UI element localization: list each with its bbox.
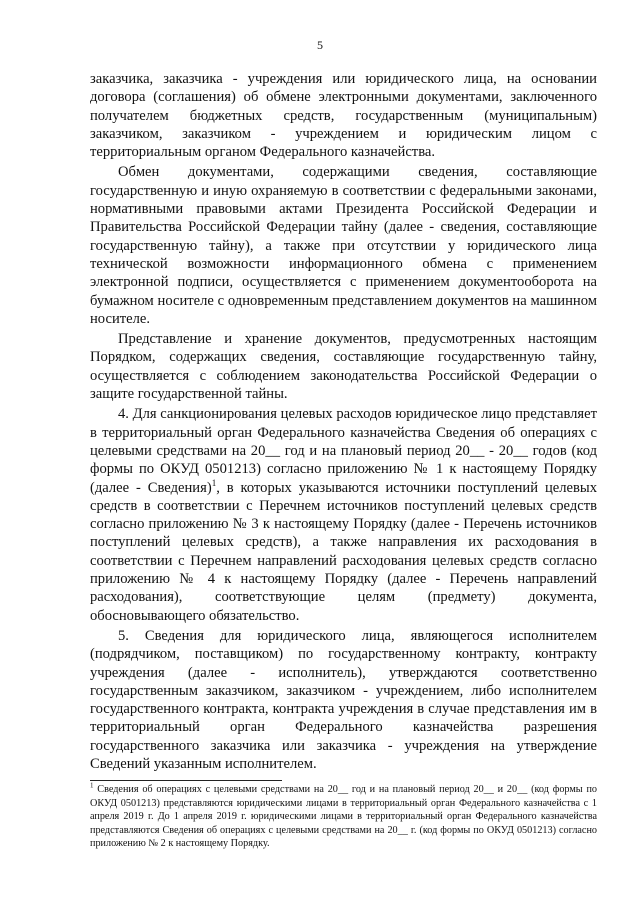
footnote-mark: 1: [90, 781, 94, 790]
paragraph-storage: Представление и хранение документов, предусмотренных настоящим Порядком, содержащих сведения, составляющие государственную тайну, осуществляется с соблюдением законодательства Российской Федерации о защите государственной тайны.: [90, 331, 597, 403]
paragraph-classified-exchange: Обмен документами, содержащими сведения, составляющие государственную и иную охраняемую в соответствии с федеральными законами, нормативными правовыми актами Президента Российской Федерации и Правительства Российской Федерации тайну (далее - сведения, составляющие государственную тайну), а также при отсутствии у юридического лица технической возможности информационного обмена с применением электронной подписи, осуществляется с применением документооборота на бумажном носителе с одновременным представлением документов на машинном носителе.: [90, 164, 597, 327]
document-body: [90, 70, 597, 775]
footnote-reference-mark[interactable]: 1: [211, 477, 217, 488]
footnote: [90, 783, 597, 851]
paragraph-item-5: 5. Сведения для юридического лица, являющегося исполнителем (подрядчиком, поставщиком) по государственному контракту, контракту учреждения (далее - исполнитель), утверждаются соответственно государственным заказчиком, заказчиком - учреждением, либо исполнителем государственного контракта, контракта учреждения в случае представления им в территориальный орган Федерального казначейства разрешения государственного заказчика или заказчика - учреждения на утверждение Сведений указанным исполнителем.: [90, 627, 597, 772]
page-number: 5: [317, 38, 323, 52]
paragraph-item-4-part-1: 4. Для санкционирования целевых расходов юридическое лицо представляет в территориальный орган Федерального казначейства Сведения об операциях с целевыми средствами на 20__ год и на плановый период 20__ - 20__ годов (код формы по ОКУД 0501213) согласно приложению № 1 к настоящему Порядку (далее - Сведения): [90, 406, 597, 496]
footnote-text: Сведения об операциях с целевыми средствами на 20__ год и на плановый период 20__ и 20__ (код формы по ОКУД 0501213) представляются юридическими лицами в территориальный орган Федерального казначейства с 1 апреля 2019 г. До 1 апреля 2019 г. юридическими лицами в территориальный орган Федерального казначейства представляются Сведения об операциях с целевыми средствами на 20__ г. (код формы по ОКУД 0501213) согласно приложению № 2 к настоящему Порядку.: [90, 784, 597, 850]
footnote-separator: [90, 780, 282, 781]
paragraph-item-4: [90, 405, 597, 625]
paragraph-continuation: заказчика, заказчика - учреждения или юридического лица, на основании договора (соглашения) об обмене электронными документами, заключенного получателем бюджетных средств, государственным (муниципальным) заказчиком, заказчиком - учреждением и юридическим лицом с территориальным органом Федерального казначейства.: [90, 71, 597, 161]
paragraph-item-4-part-2: , в которых указываются источники поступлений целевых средств в соответствии с Перечнем источников поступлений целевых средств согласно приложению № 3 к настоящему Порядку (далее - Перечень источников поступлений целевых средств), а также направления их расходования в соответствии с Перечнем направлений расходования целевых средств согласно приложению № 4 к настоящему Порядку (далее - Перечень направлений расходования), соответствующие целям (предмету) документа, обосновывающего обязательство.: [90, 479, 597, 624]
